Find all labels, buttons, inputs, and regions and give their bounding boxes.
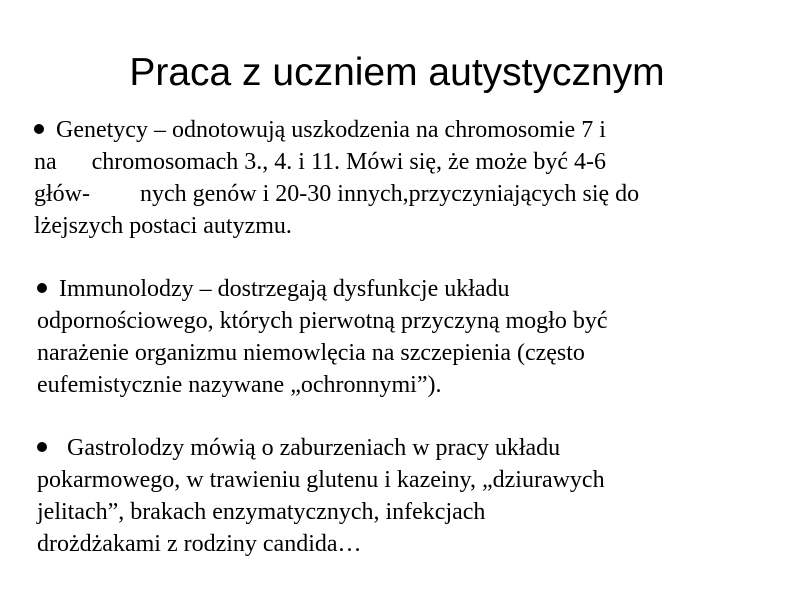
bullet-line: odpornościowego, których pierwotną przyczyną mogło być: [37, 308, 608, 334]
bullet-line: lżejszych postaci autyzmu.: [34, 213, 292, 239]
bullet-line: głów- nych genów i 20-30 innych,przyczyniających się do: [34, 181, 640, 207]
bullet-line: pokarmowego, w trawieniu glutenu i kazeiny, „dziurawych: [37, 467, 605, 493]
bullet-line: narażenie organizmu niemowlęcia na szczepienia (często: [37, 340, 585, 366]
bullet-genetics: [34, 114, 764, 242]
bullet-dot-icon: [34, 124, 44, 134]
bullet-dot-icon: [37, 283, 47, 293]
bullet-immunology: [37, 273, 767, 401]
bullet-line: jelitach”, brakach enzymatycznych, infekcjach: [37, 499, 486, 525]
bullet-line: na chromosomach 3., 4. i 11. Mówi się, że może być 4-6: [34, 149, 606, 175]
bullet-line: Immunolodzy – dostrzegają dysfunkcje układu: [37, 273, 767, 305]
bullet-dot-icon: [37, 442, 47, 452]
slide-title: Praca z uczniem autystycznym: [129, 51, 665, 94]
bullet-line: eufemistycznie nazywane „ochronnymi”).: [37, 372, 442, 398]
bullet-line: drożdżakami z rodziny candida…: [37, 531, 362, 557]
bullet-line: Genetycy – odnotowują uszkodzenia na chromosomie 7 i: [34, 114, 764, 146]
bullet-line: Gastrolodzy mówią o zaburzeniach w pracy układu: [37, 432, 767, 464]
bullet-gastrology: [37, 432, 767, 560]
